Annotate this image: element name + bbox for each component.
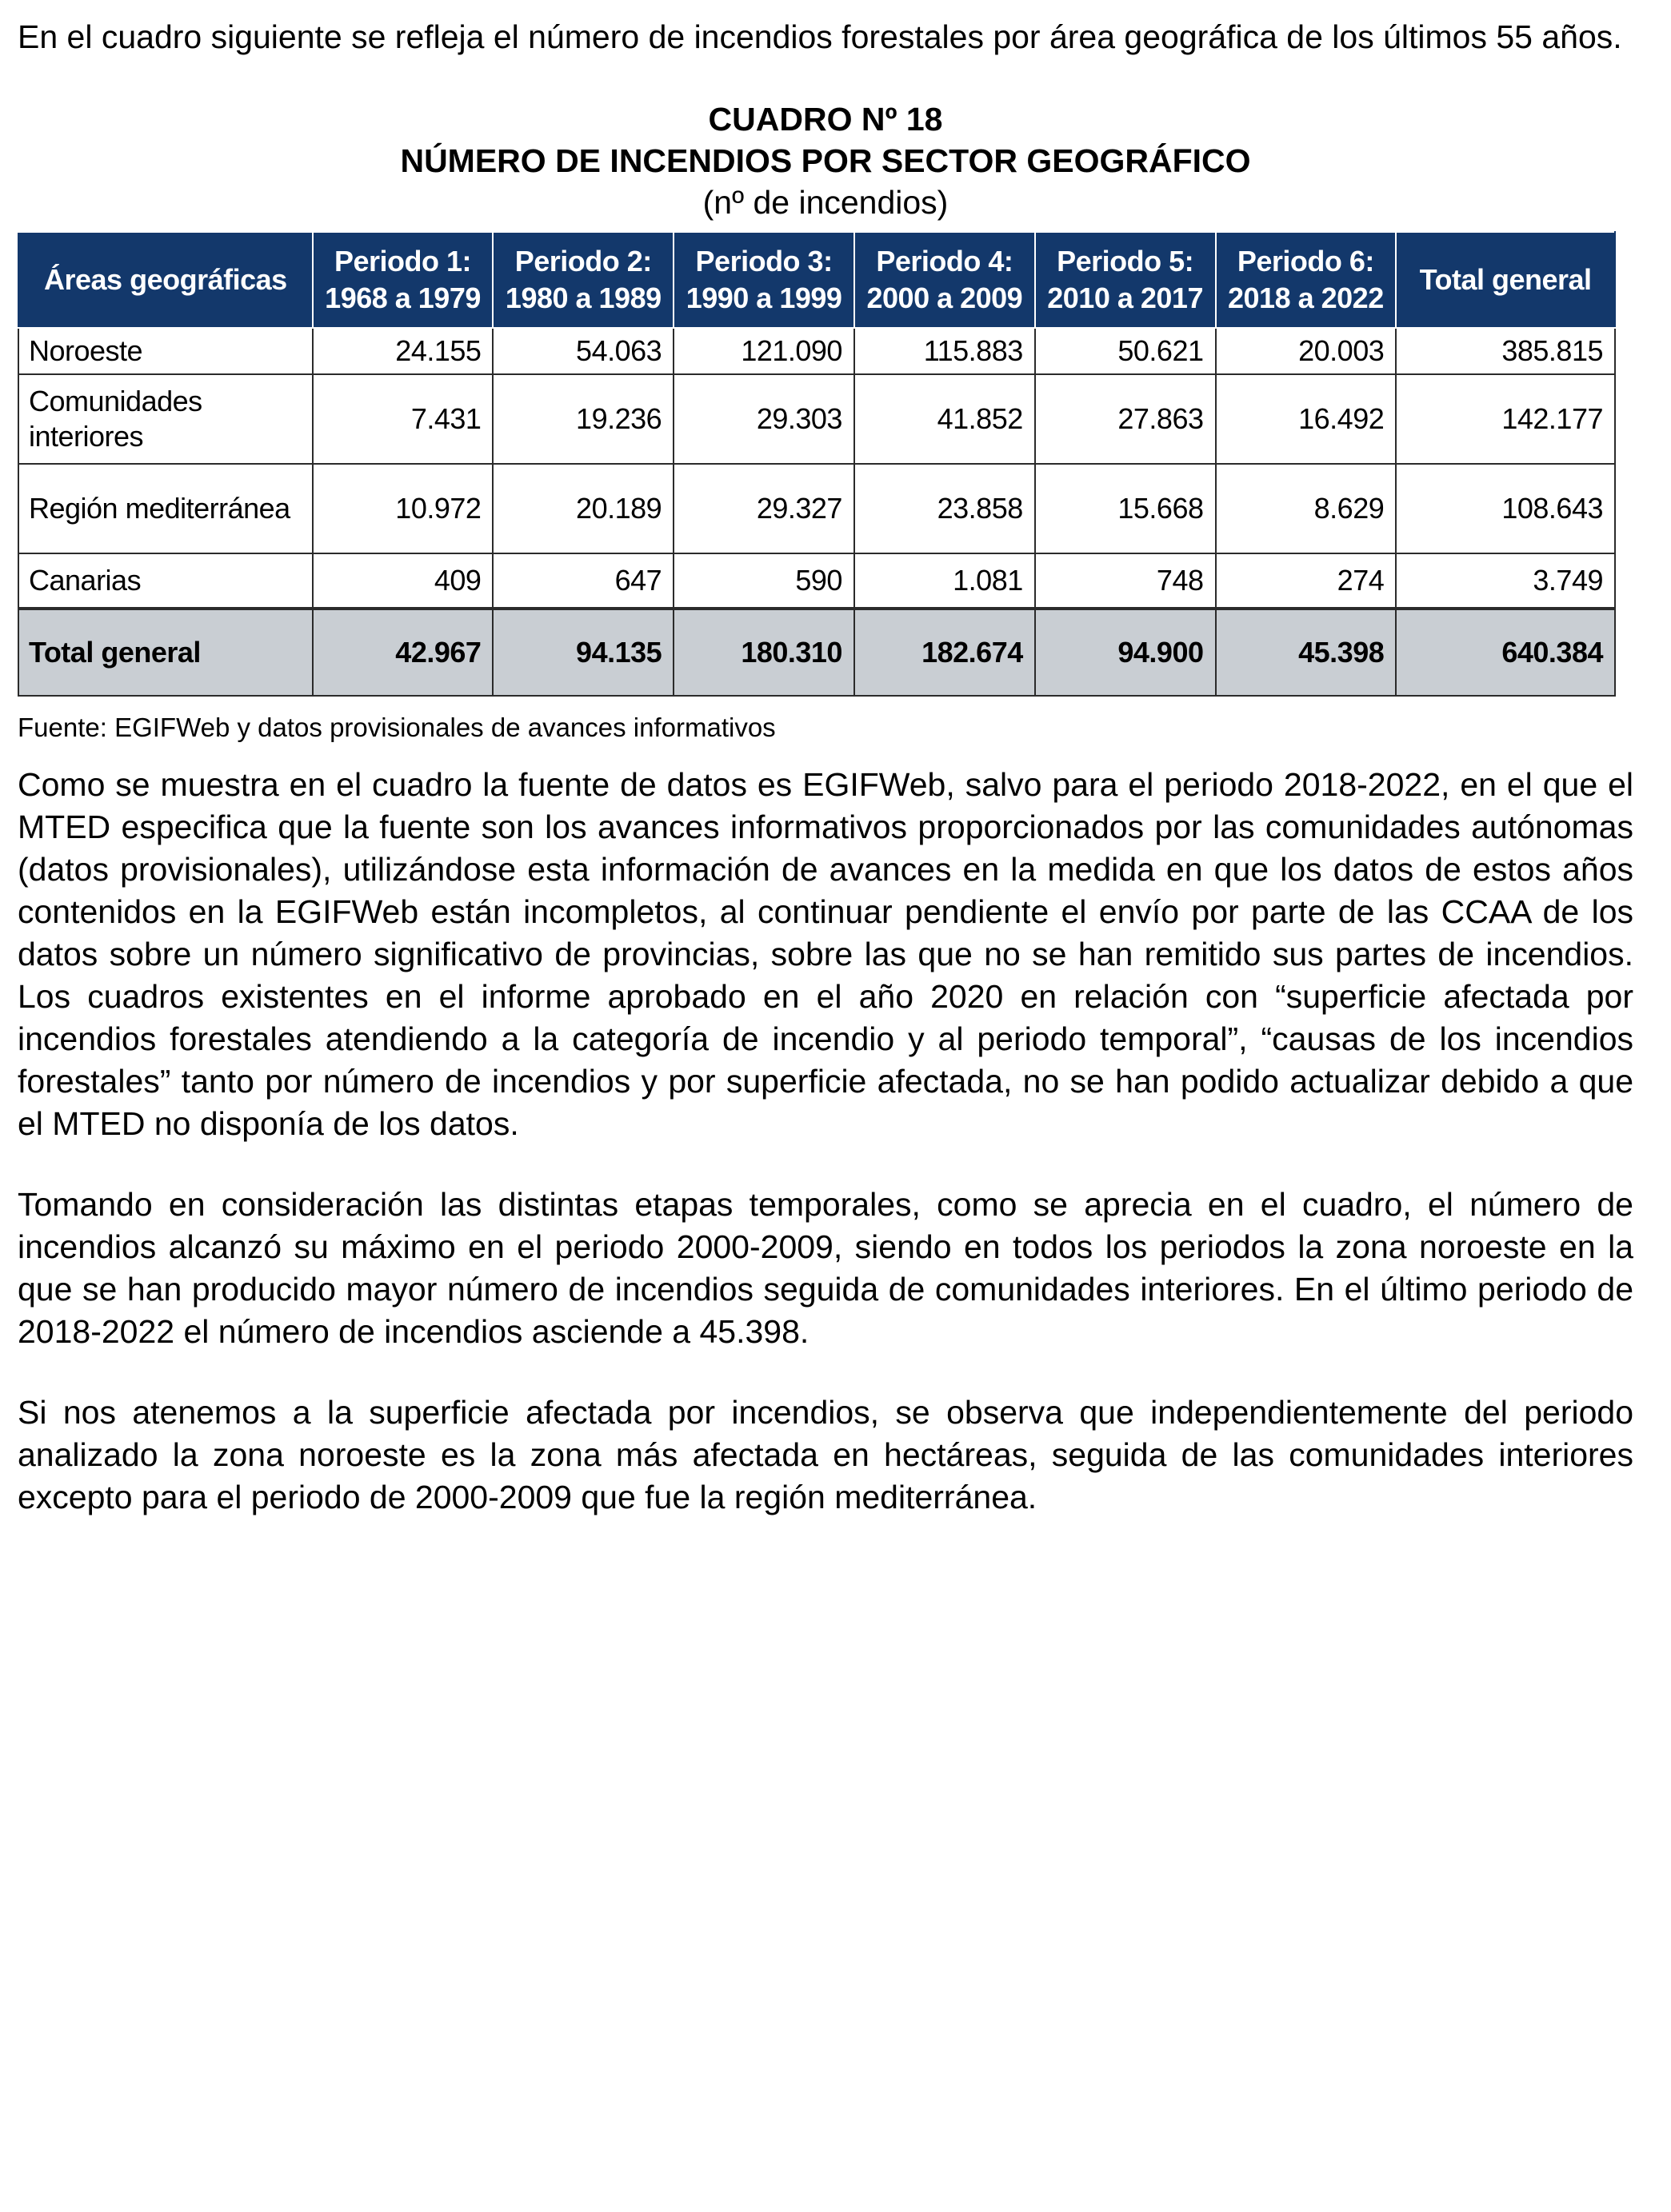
- fires-by-area-table: [18, 231, 1616, 697]
- cell: 748: [1035, 553, 1216, 609]
- table-row: [18, 464, 1615, 553]
- header-period-6: Periodo 6: 2018 a 2022: [1216, 232, 1397, 328]
- cell: 274: [1216, 553, 1397, 609]
- row-area: Comunidades interiores: [18, 374, 313, 464]
- cell: 20.003: [1216, 328, 1397, 374]
- cell: 20.189: [493, 464, 674, 553]
- intro-paragraph: En el cuadro siguiente se refleja el número de incendios forestales por área geográfica de los últimos 55 años.: [18, 18, 1622, 55]
- document-page: [18, 16, 1633, 1519]
- paragraph-3: Si nos atenemos a la superficie afectada por incendios, se observa que independientemente del periodo analizado la zona noroeste es la zona más afectada en hectáreas, seguida de las comunidades interiores excepto para el periodo de 2000-2009 que fue la región mediterránea.: [18, 1394, 1633, 1515]
- cell: 409: [313, 553, 494, 609]
- table-total-row: [18, 609, 1615, 696]
- cell: 385.815: [1396, 328, 1615, 374]
- cell: 23.858: [854, 464, 1035, 553]
- table-unit: (nº de incendios): [702, 184, 949, 221]
- cell: 94.900: [1035, 609, 1216, 696]
- header-period-3: Periodo 3: 1990 a 1999: [674, 232, 854, 328]
- cell: 8.629: [1216, 464, 1397, 553]
- table-row: [18, 328, 1615, 374]
- cell: 1.081: [854, 553, 1035, 609]
- table-row: [18, 374, 1615, 464]
- cell: 41.852: [854, 374, 1035, 464]
- row-area: Noroeste: [18, 328, 313, 374]
- cell: 15.668: [1035, 464, 1216, 553]
- header-period-4: Periodo 4: 2000 a 2009: [854, 232, 1035, 328]
- cell: 19.236: [493, 374, 674, 464]
- cell: 121.090: [674, 328, 854, 374]
- cell: 27.863: [1035, 374, 1216, 464]
- cell: 10.972: [313, 464, 494, 553]
- row-area: Total general: [18, 609, 313, 696]
- header-area: Áreas geográficas: [18, 232, 313, 328]
- cell: 647: [493, 553, 674, 609]
- table-number: CUADRO Nº 18: [708, 101, 943, 138]
- row-area: Canarias: [18, 553, 313, 609]
- cell: 182.674: [854, 609, 1035, 696]
- cell: 24.155: [313, 328, 494, 374]
- paragraph-1: Como se muestra en el cuadro la fuente de datos es EGIFWeb, salvo para el periodo 2018-2022, en el que el MTED especifica que la fuente son los avances informativos proporcionados por las comunidades autónomas (datos provisionales), utilizándose esta información de avances en la medida en que los datos de estos años contenidos en la EGIFWeb están incompletos, al continuar pendiente el envío por parte de las CCAA de los datos sobre un número significativo de provincias, sobre las que no se han remitido sus partes de incendios. Los cuadros existentes en el informe aprobado en el año 2020 en relación con “superficie afectada por incendios forestales atendiendo a la categoría de incendio y al periodo temporal”, “causas de los incendios forestales” tanto por número de incendios y por superficie afectada, no se han podido actualizar debido a que el MTED no disponía de los datos.: [18, 766, 1633, 1142]
- cell: 45.398: [1216, 609, 1397, 696]
- paragraph-2: Tomando en consideración las distintas etapas temporales, como se aprecia en el cuadro, el número de incendios alcanzó su máximo en el periodo 2000-2009, siendo en todos los periodos la zona noroeste en la que se han producido mayor número de incendios seguida de comunidades interiores. En el último periodo de 2018-2022 el número de incendios asciende a 45.398.: [18, 1186, 1633, 1350]
- row-area: Región mediterránea: [18, 464, 313, 553]
- cell: 108.643: [1396, 464, 1615, 553]
- header-period-1: Periodo 1: 1968 a 1979: [313, 232, 494, 328]
- header-period-5: Periodo 5: 2010 a 2017: [1035, 232, 1216, 328]
- cell: 115.883: [854, 328, 1035, 374]
- table-caption: [18, 98, 1633, 223]
- cell: 142.177: [1396, 374, 1615, 464]
- cell: 42.967: [313, 609, 494, 696]
- cell: 3.749: [1396, 553, 1615, 609]
- table-title: NÚMERO DE INCENDIOS POR SECTOR GEOGRÁFICO: [400, 142, 1251, 179]
- header-total: Total general: [1396, 232, 1615, 328]
- table-source-note: Fuente: EGIFWeb y datos provisionales de avances informativos: [18, 713, 776, 742]
- cell: 54.063: [493, 328, 674, 374]
- cell: 50.621: [1035, 328, 1216, 374]
- cell: 590: [674, 553, 854, 609]
- cell: 29.303: [674, 374, 854, 464]
- cell: 640.384: [1396, 609, 1615, 696]
- table-row: [18, 553, 1615, 609]
- cell: 16.492: [1216, 374, 1397, 464]
- cell: 94.135: [493, 609, 674, 696]
- cell: 29.327: [674, 464, 854, 553]
- cell: 7.431: [313, 374, 494, 464]
- header-period-2: Periodo 2: 1980 a 1989: [493, 232, 674, 328]
- cell: 180.310: [674, 609, 854, 696]
- table-header-row: [18, 232, 1615, 328]
